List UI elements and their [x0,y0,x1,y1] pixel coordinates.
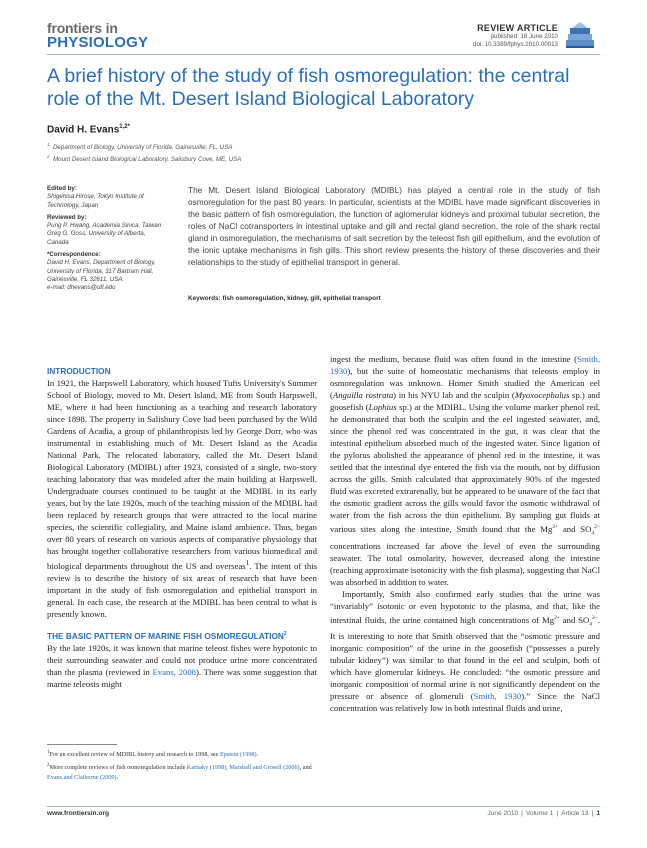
journal-name-line1: frontiers in [47,20,118,36]
species-name: Myoxocephalus [514,390,570,400]
article-type: REVIEW ARTICLE [477,23,558,33]
text-run: , [226,764,230,772]
ion-charge: 2+ [554,614,560,621]
journal-website[interactable]: www.frontiersin.org [47,810,110,817]
footnotes [47,747,317,783]
text-run: ). There was some suggestion that marine teleosts might [47,666,318,689]
citation-link[interactable]: Evans and Claiborne (2009) [47,774,117,782]
keywords [188,295,600,302]
affiliation-number: 1 [47,142,50,147]
article-doi: doi: 10.3389/fphys.2010.00013 [473,41,558,48]
text-run: In 1921, the Harpswell Laboratory, which housed Tufts University's Summer School of Biology, moved to Mt. Desert Island, ME from South Harpswell, ME, where it had been functioning as a teaching and research laboratory since 1898. The property in Salisbury Cove had been purchased by the Wild Gardens of Acadia, a group of philanthropists led by George Dorr, who was instrumental in establishing much of Mt. Desert Island as the Acadia National Park. The relocated laboratory, called the Mt. Desert Island Biological Laboratory (MDIBL) after 1923, consisted of a single, two-story teaching laboratory that was modeled after the main building at Harpswell. Undergraduate courses continued to be taught at the MDIBL in its early years, but by the late 1920s, much of the teaching mission of the MDIBL had been replaced by research groups that were attracted to the local marine species, the scientific collegiality, and Maine island ambience. Thus, began over 80 years of research on various aspects of comparative physiology that has brought together collaborative researchers from various biomedical and biological departments throughout the US and overseas [47,378,317,571]
author-marks: 1,2* [119,124,130,130]
keywords-value: fish osmoregulation, kidney, gill, epithelial transport [222,295,381,302]
affiliation-text: Mount Desert Island Biological Laboratory, Salisbury Cove, ME, USA [52,156,242,164]
text-run: ingest the medium, because fluid was often found in the intestine ( [330,354,578,364]
footnote-ref[interactable]: 2 [283,630,287,637]
footnote-2: $^2$More complete reviews of fish osmoregulation include Karnaky (1998), Marshall and Grosell (2006), and Evans and Claiborne (2009). [47,762,312,782]
heading-text: THE BASIC PATTERN OF MARINE FISH OSMOREGULATION [47,630,284,641]
journal-books-icon [563,20,597,50]
citation-link[interactable]: Smith, 1930 [330,354,600,376]
paragraph [330,353,600,588]
section-heading-introduction: INTRODUCTION [47,366,111,376]
journal-name-line2: PHYSIOLOGY [47,34,149,51]
paragraph [47,642,317,690]
journal-logo [47,21,187,50]
page-number: 1 [596,810,600,817]
header-rule [47,54,600,55]
citation-link[interactable]: Smith, 1930 [473,691,522,702]
reviewer-2: Greg G. Goss, University of Alberta, Canada [47,230,146,246]
separator: | [591,810,594,817]
species-name: Anguilla rostrata [332,390,394,400]
volume: Volume 1 [525,810,554,817]
text-run: ) in his NYU lab and the sculpin ( [393,390,515,400]
footer-rule [47,806,600,807]
footnote-ref[interactable]: 1 [245,559,250,567]
correspondence-label: *Correspondence: [47,251,101,259]
separator: | [556,810,559,817]
abstract: The Mt. Desert Island Biological Laboratory (MDIBL) has played a central role in the study of fish osmoregulation for the past 80 years. In particular, scientists at the MDIBL have made significant discoveries in the basic pattern of fish osmoregulation, the function of aglomerular kidneys and proximal tubular secretion, the roles of NaCl cotransporters in intestinal uptake and gill and rectal gland secretion, the role of the shark rectal gland in osmoregulation, the mechanisms of salt secretion by the teleost fish gill epithelium, and the evolution of the ionic uptake mechanisms in fish gills. This short review presents the history of these discoveries and their relationships to the study of epithelial transport in general. [188,185,600,267]
text-run: . The intent of this review is to describe the history of six areas of research that have been important in the study of fish osmoregulation and epithelial transport in general. In each case, the research at the MDIBL has been central to what is presently known. [47,560,317,619]
text-run: sp.) and goosefish ( [330,390,600,412]
text-run: . [256,751,259,759]
citation-link[interactable]: Marshall and Grosell (2006) [229,764,300,772]
text-run: More complete reviews of fish osmoregulation include [49,764,187,772]
keywords-label: Keywords: [188,295,221,302]
edited-by-label: Edited by: [47,185,77,192]
text-run: . It is interesting to note that Smith observed that the “osmotic pressure and inorganic composition” of the urine in the goosefish (“possesses a purely tubular kidney”) was similar to that found in the eel and sculpin, both of which have glomerular kidneys. He concluded: “the osmotic pressure and inorganic composition of normal urine is not significantly dependent on the pressure or absence of glomeruli ( [330,614,601,702]
ion-charge: 2+ [552,524,559,530]
text-run: and SO [558,523,592,534]
text-run: ), but the suite of homeostatic mechanisms that teleosts employ in osmoregulation was unknown. Homer Smith studied the American eel ( [330,366,600,400]
section-heading-basic-pattern [47,628,317,642]
citation-link[interactable]: Epstein (1998) [219,751,257,759]
published-date: published: 18 June 2010 [490,33,558,40]
text-run: For an excellent review of MDIBL history and research to 1998, see [49,751,220,759]
ion-subscript: 4 [589,621,592,628]
issue-date: June 2010 [487,810,519,817]
text-run: , and [299,764,312,772]
affiliation-2 [47,154,241,163]
reviewer-1: Pung P. Hwang, Academia Sinica, Taiwan [47,222,162,230]
footnote-rule [47,744,117,745]
author-name: David H. Evans [47,124,120,136]
species-name: Lophius [368,402,397,412]
article-meta [473,23,558,49]
page-info [487,810,600,817]
editorial-sidebar [47,185,167,293]
article-title: A brief history of the study of fish osmoregulation: the central role of the Mt. Desert Island Biological Laboratory [47,65,570,110]
author-line [47,124,130,135]
correspondence-email[interactable]: e-mail: dhevans@ufl.edu [47,284,116,292]
affiliation-1 [47,142,232,151]
text-run: . [116,774,119,782]
ion-subscript: 4 [591,530,595,537]
text-run: and SO [559,614,590,625]
editor: Shigehisa Hirose, Tokyo Institute of Technology, Japan [47,193,144,209]
paragraph [47,377,317,620]
article-number: Article 13 [561,810,589,817]
ion-charge: 2− [591,614,598,621]
text-run: sp.) at the MDIBL. Using the volume marker phenol red, he demonstrated that both the sculpin and the eel ingested seawater, and, since the phenol red was concentrated in the gut, it was clear that the intestinal epithelium absorbed much of the ingested water. Since ligation of the pylorus abolished the appearance of phenol red in the intestine, it was settled that the intestinal dye entered the fish via the mouth, not by diffusion across the gills. Smith calculated that approximately 90% of the ingested fluid was excreted extrarenally, but he appeared to be unaware of the fact that the osmotic gradient across the gills would favor the osmotic withdrawal of water from the fish across the thin epithelium. By sampling gut fluids at various sites along the intestine, Smith found that the Mg [330,402,600,534]
correspondence-address: David H. Evans, Department of Biology, University of Florida, 317 Bartram Hall, Gainesville, FL 32611, USA. [47,259,156,283]
citation-link[interactable]: Evans, 2008 [152,666,197,677]
body-column-1 [47,365,317,690]
citation-link[interactable]: Karnaky (1998) [186,764,227,772]
text-run: Importantly, Smith also confirmed early studies that the urine was “invariably” isotonic or even hypotonic to the plasma, and that, like the intestinal fluids, the urine contained high concentrations of Mg [330,588,600,625]
reviewed-by-label: Reviewed by: [47,213,87,221]
separator: | [521,810,523,817]
text-run: concentrations increased far above the level of even the surrounding seawater. The total osmolarity, however, decreased along the intestine (reaching approximate isotonicity with the fish plasma), suggesting that NaCl was absorbed in addition to water. [330,540,600,587]
affiliation-text: Department of Biology, University of Florida, Gainesville, FL, USA [52,144,233,152]
footnote-1: $^1$For an excellent review of MDIBL history and research to 1998, see Epstein (1998). [47,749,259,759]
text-run: ).” Since the NaCl concentration was relatively low in both intestinal fluids and urine, [330,691,600,714]
paragraph [330,588,600,715]
ion-charge: 2− [594,524,600,530]
body-column-2 [330,353,600,714]
text-run: By the late 1920s, it was known that marine teleost fishes were hypotonic to their surrounding seawater and could not produce urine more concentrated than the plasma (reviewed in [47,642,317,677]
affiliation-number: 2 [47,154,50,159]
